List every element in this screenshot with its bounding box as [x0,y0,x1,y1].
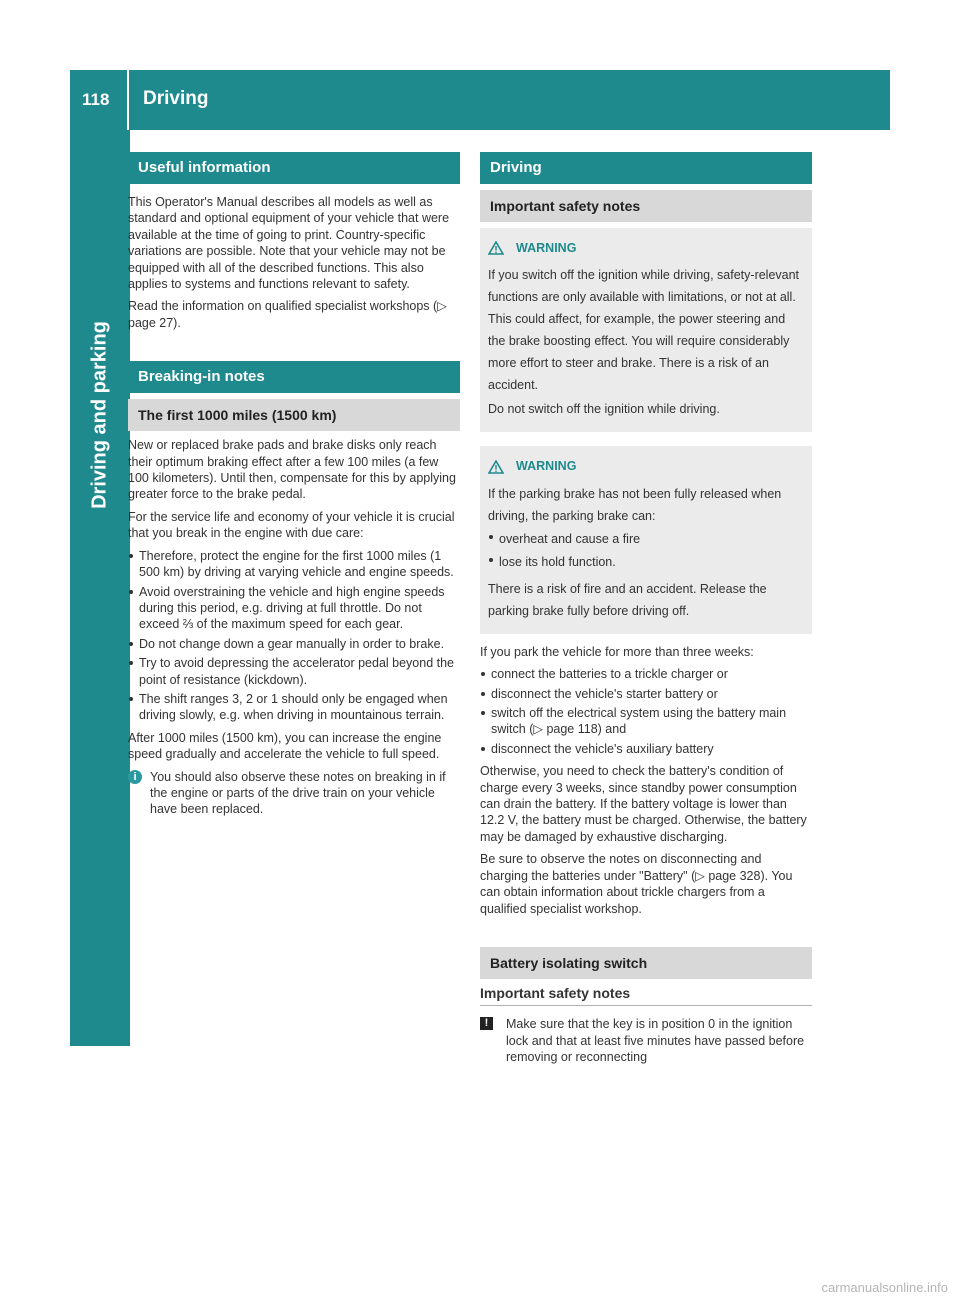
paragraph: Read the information on qualified specialist workshops (▷ page 27). [128,299,447,330]
list-item: Therefore, protect the engine for the first 1000 miles (1 500 km) by driving at varying vehicle and engine speeds. [128,548,460,581]
warning-triangle-icon [488,241,504,255]
paragraph: Be sure to observe the notes on disconnecting and charging the batteries under "Battery" (▷ page 328). You can obtain information about trickle chargers from a qualified specialist workshop. [480,852,793,916]
list-item: Avoid overstraining the vehicle and high engine speeds during this period, e.g. driving at full throttle. Do not exceed ⅔ of the maximum speed for each gear. [128,584,460,633]
list-item: lose its hold function. [488,552,804,572]
warning-label: WARNING [516,459,577,474]
chapter-title: Driving [143,88,209,109]
paragraph: New or replaced brake pads and brake disks only reach their optimum braking effect after a few 100 miles (a few 100 kilometers). Until then, compensate for this by applying greater force to the brake pedal. [128,438,456,502]
useful-information-heading: Useful information [128,152,460,184]
list-item: Do not change down a gear manually in order to brake. [128,636,460,652]
right-column [480,152,812,1066]
warning-text: If the parking brake has not been fully released when driving, the parking brake can: [488,486,782,523]
list-item: disconnect the vehicle's starter battery or [480,686,812,702]
warning-text: Do not switch off the ignition while driving. [488,402,720,417]
left-column [128,152,460,818]
section-sidebar [70,130,130,1046]
list-item: overheat and cause a fire [488,529,804,549]
paragraph: Otherwise, you need to check the battery's condition of charge every 3 weeks, since standby power consumption can drain the battery. If the battery voltage is lower than 12.2 V, the battery must be charged. Otherwise, the battery may be damaged by exhaustive discharging. [480,764,807,844]
caution-text: Make sure that the key is in position 0 in the ignition lock and that at least five minutes have passed before removing or reconnecting [506,1017,805,1065]
warning-box [480,446,812,633]
battery-switch-heading: Battery isolating switch [480,947,812,979]
driving-heading: Driving [480,152,812,184]
page-number: 118 [82,90,110,109]
caution-note [480,1016,812,1065]
warning-text: If you switch off the ignition while driving, safety-relevant functions are only available with limitations, or not at all. This could affect, for example, the power steering and the brake boosting effect. You will require considerably more effort to steer and brake. There is a risk of an accident. [488,268,800,393]
list-item: disconnect the vehicle's auxiliary battery [480,741,812,757]
watermark: carmanualsonline.info [821,1280,948,1295]
caution-icon: ! [480,1017,493,1030]
warning-box [480,228,812,432]
list-item: The shift ranges 3, 2 or 1 should only be engaged when driving slowly, e.g. when driving in mountainous terrain. [128,691,460,724]
breaking-in-list [128,548,460,724]
storage-list [480,666,812,757]
list-item: switch off the electrical system using the battery main switch (▷ page 118) and [480,705,812,738]
battery-safety-subheading: Important safety notes [480,979,812,1006]
paragraph: This Operator's Manual describes all models as well as standard and optional equipment of your vehicle that were available at the time of going to print. Country-specific variations are possible. Note that your vehicle may not be equipped with all of the described functions. This also applies to systems and functions relevant to safety. [128,195,450,292]
safety-notes-subheading: Important safety notes [480,190,812,222]
info-icon: i [128,770,142,784]
paragraph: If you park the vehicle for more than three weeks: [480,644,754,659]
list-item: Try to avoid depressing the accelerator pedal beyond the point of resistance (kickdown). [128,655,460,688]
header-divider [127,70,129,130]
paragraph: After 1000 miles (1500 km), you can increase the engine speed gradually and accelerate the vehicle to full speed. [128,730,442,762]
paragraph: For the service life and economy of your vehicle it is crucial that you break in the engine with due care: [128,509,455,541]
section-label: Driving and parking [88,321,111,509]
warning-label: WARNING [516,241,577,255]
list-item: connect the batteries to a trickle charger or [480,666,812,682]
breaking-in-heading: Breaking-in notes [128,361,460,393]
warning-list [488,529,804,572]
warning-text: There is a risk of fire and an accident. Release the parking brake fully before driving off. [488,581,767,618]
warning-triangle-icon [488,460,504,474]
first-miles-subheading: The first 1000 miles (1500 km) [128,399,460,431]
note-text: You should also observe these notes on breaking in if the engine or parts of the drive train on your vehicle have been replaced. [150,769,446,817]
info-note [128,769,460,818]
